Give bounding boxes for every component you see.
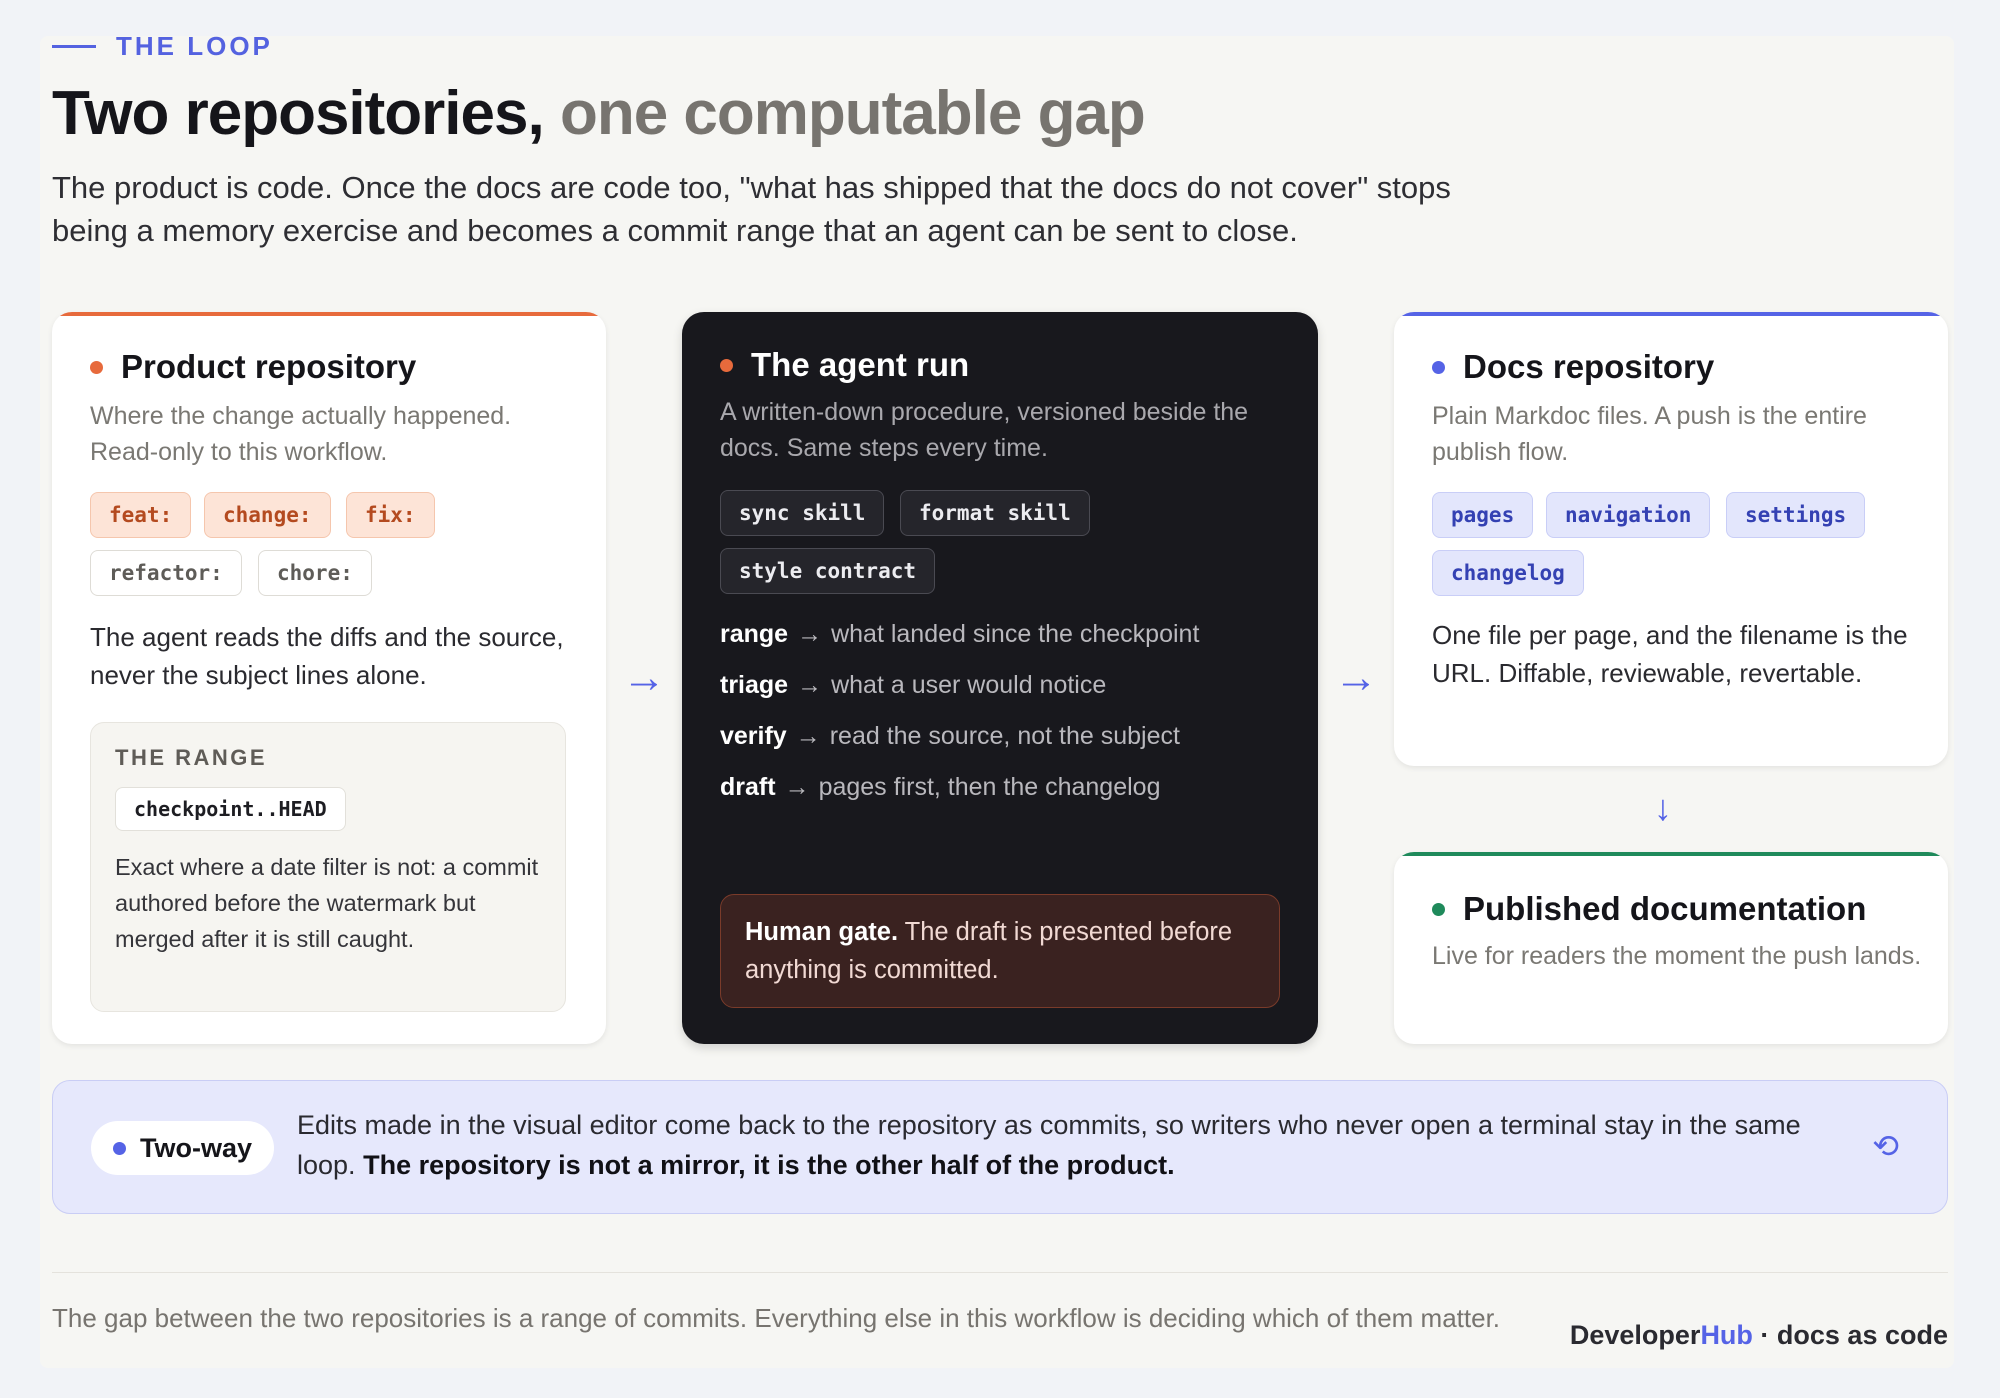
- step-text: what a user would notice: [831, 671, 1107, 699]
- step-arrow-icon: →: [784, 773, 810, 801]
- cycle-icon: ⟲: [1872, 1128, 1899, 1164]
- page-title: [52, 78, 1145, 149]
- commit-type-chip: chore:: [258, 550, 372, 596]
- docs-chip: navigation: [1546, 492, 1710, 538]
- docs-chip: settings: [1726, 492, 1865, 538]
- step-text: pages first, then the changelog: [818, 773, 1161, 801]
- step-key: triage: [720, 671, 789, 699]
- product-card-topbar: [52, 312, 606, 316]
- commit-type-chip: change:: [204, 492, 331, 538]
- commit-type-chip: refactor:: [90, 550, 242, 596]
- agent-dot-icon: [720, 359, 733, 372]
- product-card-subtitle: Where the change actually happened. Read-only to this workflow.: [90, 402, 512, 466]
- two-way-message: [297, 1105, 1857, 1185]
- docs-card-topbar: [1394, 312, 1948, 316]
- commit-type-chip: feat:: [90, 492, 191, 538]
- gate-text: The draft is presented before anything is committed.: [745, 918, 1233, 984]
- step-arrow-icon: →: [797, 671, 823, 699]
- two-way-banner: [52, 1080, 1948, 1214]
- brand: [1570, 1320, 1948, 1351]
- title-strong: Two repositories,: [52, 79, 544, 148]
- docs-chip: pages: [1432, 492, 1533, 538]
- two-way-pill: [91, 1121, 274, 1175]
- eyebrow: [52, 30, 273, 62]
- step-text: what landed since the checkpoint: [831, 620, 1200, 648]
- step-key: verify: [720, 722, 787, 750]
- agent-card-heading: [720, 346, 969, 384]
- arrow-down-icon: ↓: [1654, 787, 1672, 828]
- docs-card-body: One file per page, and the filename is the URL. Diffable, reviewable, revertable.: [1432, 620, 1908, 688]
- commit-type-chip: fix:: [346, 492, 435, 538]
- two-way-dot-icon: [113, 1142, 126, 1155]
- step-row: [720, 722, 1199, 773]
- step-row: [720, 773, 1199, 824]
- footer-divider: [52, 1272, 1948, 1273]
- title-muted: one computable gap: [559, 79, 1145, 148]
- product-card-body: The agent reads the diffs and the source, never the subject lines alone.: [90, 622, 564, 690]
- published-dot-icon: [1432, 903, 1445, 916]
- agent-run-card: [682, 312, 1318, 1044]
- footer-text: The gap between the two repositories is a range of commits. Everything else in this workflow is deciding which of them matter.: [52, 1303, 1501, 1333]
- range-description: Exact where a date filter is not: a commit authored before the watermark but merged after it is still caught.: [115, 854, 539, 952]
- published-docs-card: [1394, 852, 1948, 1044]
- docs-chip: changelog: [1432, 550, 1584, 596]
- skill-chip: style contract: [720, 548, 935, 594]
- brand-developer: Developer: [1569, 1320, 1701, 1350]
- product-card-title: Product repository: [121, 348, 417, 385]
- step-row: [720, 671, 1199, 722]
- brand-hub: Hub: [1700, 1320, 1753, 1350]
- agent-card-title: The agent run: [751, 346, 970, 383]
- step-key: draft: [720, 773, 776, 801]
- step-text: read the source, not the subject: [829, 722, 1180, 750]
- eyebrow-rule: [52, 45, 96, 48]
- published-card-subtitle: Live for readers the moment the push lands.: [1432, 942, 1922, 970]
- published-card-title: Published documentation: [1463, 890, 1867, 927]
- docs-card-heading: [1432, 348, 1714, 386]
- eyebrow-label: THE LOOP: [116, 30, 273, 61]
- two-way-label: Two-way: [140, 1132, 253, 1163]
- product-card-heading: [90, 348, 416, 386]
- step-arrow-icon: →: [795, 722, 821, 750]
- skill-chip: sync skill: [720, 490, 884, 536]
- lead-paragraph: The product is code. Once the docs are code too, "what has shipped that the docs do not cover" stops being a memory exercise and becomes a commit range that an agent can be sent to close.: [52, 170, 1451, 248]
- human-gate-box: [720, 894, 1280, 1008]
- docs-card-title: Docs repository: [1463, 348, 1715, 385]
- published-card-topbar: [1394, 852, 1948, 856]
- brand-tagline: · docs as code: [1752, 1320, 1948, 1350]
- agent-steps: [720, 620, 1199, 824]
- skill-chip: format skill: [900, 490, 1090, 536]
- range-code: checkpoint..HEAD: [115, 787, 346, 831]
- two-way-text: Edits made in the visual editor come back to the repository as commits, so writers who never open a terminal stay in the same loop.: [297, 1110, 1801, 1180]
- range-box: [90, 722, 566, 1012]
- arrow-right-icon: →: [1334, 653, 1378, 702]
- docs-repository-card: [1394, 312, 1948, 766]
- agent-card-subtitle: A written-down procedure, versioned beside the docs. Same steps every time.: [720, 398, 1249, 462]
- docs-card-subtitle: Plain Markdoc files. A push is the entire publish flow.: [1432, 402, 1867, 466]
- arrow-right-icon: →: [622, 653, 666, 702]
- step-key: range: [720, 620, 789, 648]
- two-way-strong: The repository is not a mirror, it is the other half of the product.: [363, 1150, 1175, 1180]
- step-arrow-icon: →: [797, 620, 823, 648]
- step-row: [720, 620, 1199, 671]
- published-card-heading: [1432, 890, 1866, 928]
- product-dot-icon: [90, 361, 103, 374]
- gate-strong: Human gate.: [745, 918, 899, 946]
- docs-dot-icon: [1432, 361, 1445, 374]
- product-repository-card: [52, 312, 606, 1044]
- range-label: THE RANGE: [115, 745, 268, 770]
